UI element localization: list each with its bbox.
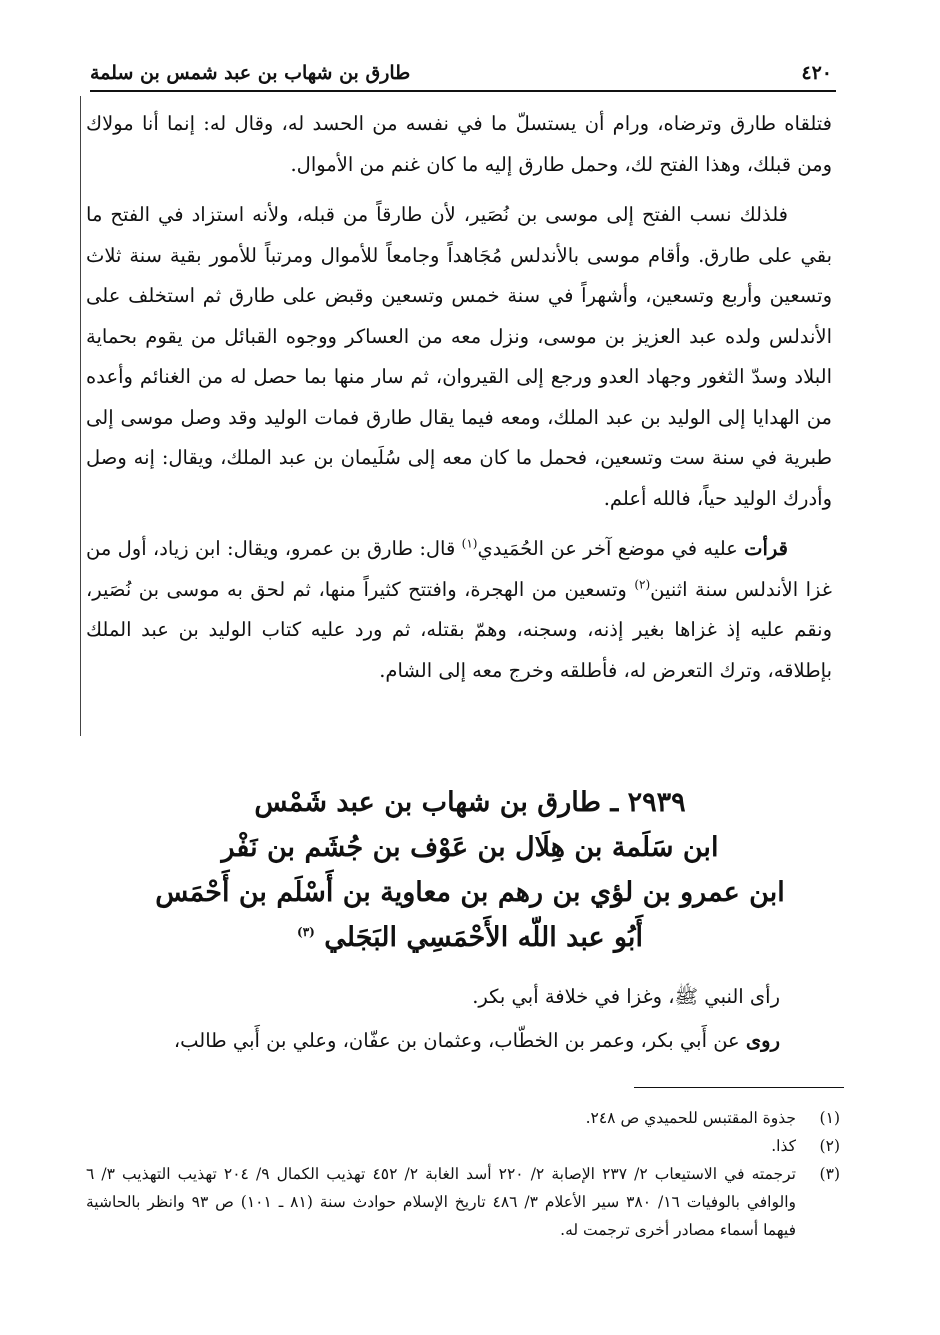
entry-text <box>110 975 780 1063</box>
running-title: طارق بن شهاب بن عبد شمس بن سلمة <box>90 62 411 84</box>
paragraph-1: فتلقاه طارق وترضاه، ورام أن يستسلّ ما في نفسه من الحسد له، وقال له: إنما أنا مولاك ومن قبلك، وهذا الفتح لك، وحمل طارق إليه ما كان غنم من الأموال. <box>86 112 832 176</box>
footnote-number: (٣) <box>819 1165 840 1183</box>
footnote-number: (١) <box>819 1109 840 1127</box>
paragraph-3 <box>86 529 832 691</box>
paragraph-3-part-c: وتسعين من الهجرة، وافتتح كثيراً منها، ثم لحق به موسى بن نُصَير، ونقم عليه إذ غزاها بغير إذنه، وسجنه، وهمّ بقتله، ثم ورد عليه كتاب الوليد بن عبد الملك بإطلاقه، وترك التعرض له، فأطلقه وخرج معه إلى الشام. <box>86 577 832 682</box>
header-rule <box>90 90 836 92</box>
entry-heading-line-2: ابن سَلَمة بن هِلَال بن عَوْف بن جُشَم بن نَفْر <box>221 832 719 863</box>
paragraph-3-part-a: عليه في موضع آخر عن الحُمَيدي <box>477 537 745 560</box>
footnote-number: (٢) <box>819 1137 840 1155</box>
paragraph-3-lead-word: قرأت <box>744 537 788 560</box>
entry-paragraph-2 <box>110 1019 780 1063</box>
footnote-text: ترجمته في الاستيعاب ٢/ ٢٣٧ الإصابة ٢/ ٢٢٠ أسد الغابة ٢/ ٤٥٢ تهذيب الكمال ٩/ ٢٠٤ تهذيب التهذيب ٣/ ٦ والوافي بالوفيات ١٦/ ٣٨٠ سير الأعلام ٣/ ٤٨٦ تاريخ الإسلام حوادث سنة (٨١ ـ ١٠١) ص ٩٣ وانظر بالحاشية فيهما أسماء مصادر أخرى ترجمت له. <box>86 1165 796 1239</box>
footnote-3 <box>86 1160 840 1244</box>
margin-line <box>80 96 81 736</box>
entry-heading-line-4-text: أَبُو عبد اللّه الأَحْمَسِي البَجَلي <box>324 922 643 953</box>
footnote-ref-3[interactable]: (٣) <box>297 925 315 939</box>
page-header <box>90 58 832 88</box>
footnote-2 <box>86 1132 840 1160</box>
paragraph-2: فلذلك نسب الفتح إلى موسى بن نُصَير، لأن طارقاً من قبله، ولأنه استزاد في الفتح ما بقي على طارق. وأقام موسى بالأندلس مُجَاهداً وجامعاً للأموال ومرتباً للأمور بقية سنة ثلاث وتسعين وأربع وتسعين، وأشهراً في سنة خمس وتسعين وقبض على طارق ثم استخلف على الأندلس ولده عبد العزيز بن موسى، ونزل معه من العساكر ووجوه القبائل من يقوم بحماية البلاد وسدّ الثغور وجهاد العدو ورجع إلى القيروان، ثم سار منها بما حصل له من الغنائم وأعده من الهدايا إلى الوليد بن عبد الملك، ومعه فيما يقال طارق فمات الوليد وقد وصل موسى إلى طبرية في سنة ست وتسعين، فحمل ما كان معه إلى سُلَيمان بن عبد الملك، ويقال: إنه وصل وأدرك الوليد حياً، فالله أعلم. <box>86 203 832 510</box>
main-text <box>86 104 832 691</box>
footnote-1 <box>86 1104 840 1132</box>
entry-paragraph-2-lead-word: روى <box>745 1029 780 1052</box>
entry-heading <box>120 780 820 960</box>
footnote-ref-2[interactable]: (٢) <box>634 577 651 591</box>
entry-heading-line-1: ٢٩٣٩ ـ طارق بن شهاب بن عبد شَمْس <box>254 787 686 818</box>
footnotes <box>86 1104 840 1244</box>
footnote-ref-1[interactable]: (١) <box>461 536 478 551</box>
entry-paragraph-2-text: عن أَبي بكر، وعمر بن الخطّاب، وعثمان بن عفّان، وعلي بن أَبي طالب، <box>173 1029 746 1052</box>
entry-heading-line-3: ابن عمرو بن لؤي بن رهم بن معاوية بن أَسْلَم بن أَحْمَس <box>155 877 785 908</box>
page-number: ٤٢٠ <box>801 62 832 84</box>
entry-heading-line-4 <box>120 915 820 960</box>
entry-paragraph-1: رأى النبي ﷺ، وغزا في خلافة أبي بكر. <box>472 985 780 1008</box>
footnote-text: كذا. <box>771 1137 796 1155</box>
paragraph-3-part-b: قال: طارق بن عمرو، ويقال: ابن زياد، أول من غزا الأندلس سنة اثنين <box>86 537 833 601</box>
footnote-rule <box>634 1087 844 1088</box>
footnote-text: جذوة المقتبس للحميدي ص ٢٤٨. <box>585 1109 796 1127</box>
